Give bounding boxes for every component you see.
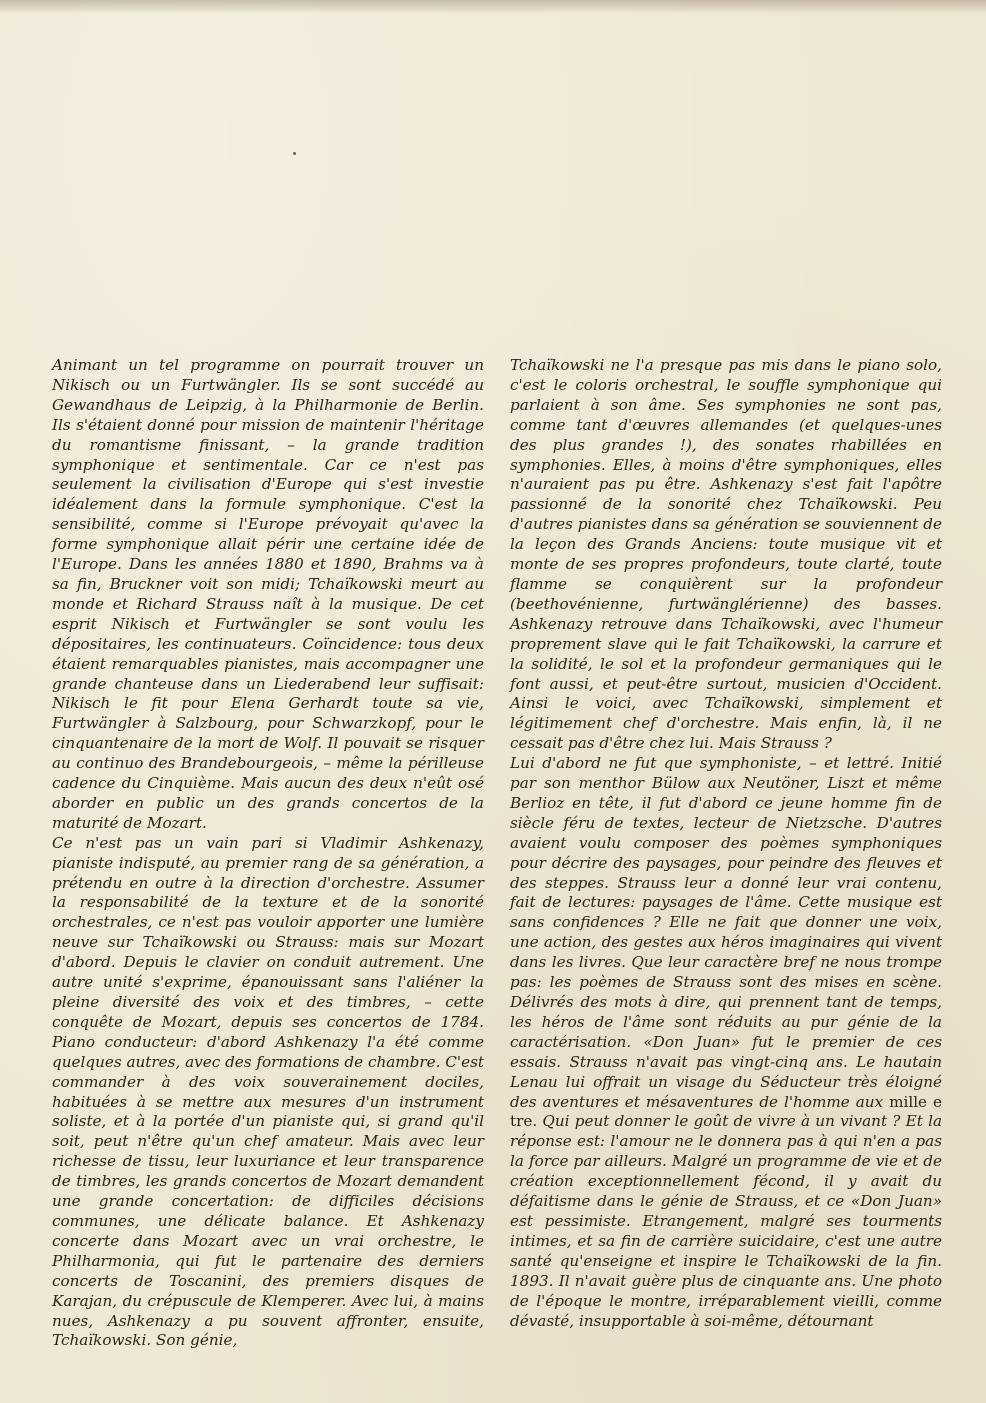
left-text-column	[52, 356, 484, 1351]
right-paragraph-2-end: Qui peut donner le goût de vivre à un vivant ? Et la réponse est: l'amour ne le donnera pas à qui n'en a pas la force par ailleurs. Malgré un programme de vie et de création exceptionnellement fécond, il y avait du défaitisme dans le génie de Strauss, et ce «Don Juan» est pessimiste. Etrangement, malgré ses tourments intimes, et sa fin de carrière suicidaire, c'est une autre santé qu'enseigne et inspire le Tchaïkowski de la fin. 1893. Il n'avait guère plus de cinquante ans. Une photo de l'époque le montre, irréparablement vieilli, comme dévasté, insupportable à soi-même, détournant	[510, 1112, 942, 1330]
right-paragraph-2-start: Lui d'abord ne fut que symphoniste, – et lettré. Initié par son menthor Bülow aux Neutöner, Liszt et même Berlioz en tête, il fut d'abord ce jeune homme fin de siècle féru de textes, lecteur de Nietzsche. D'autres avaient voulu composer des poèmes symphoniques pour décrire des paysages, pour peindre des fleuves et des steppes. Strauss leur a donné leur vrai contenu, fait de lectures: paysages de l'âme. Cette musique est sans confidences ? Elle ne fait que donner une voix, une action, des gestes aux héros imaginaires qui vivent dans les livres. Que leur caractère bref ne nous trompe pas: les poèmes de Strauss sont des mises en scène. Délivrés des mots à dire, qui prennent tant de temps, les héros de l'âme sont réduits au pur génie de la caractérisation. «Don Juan» fut le premier de ces essais. Strauss n'avait pas vingt-cinq ans. Le hautain Lenau lui offrait un visage du Séducteur très éloigné des aventures et mésaventures de l'homme aux	[510, 754, 942, 1111]
page-top-shadow	[0, 0, 986, 14]
left-paragraph-1: Animant un tel programme on pourrait trouver un Nikisch ou un Furtwängler. Ils se sont succédé au Gewandhaus de Leipzig, à la Philharmonie de Berlin. Ils s'étaient donné pour mission de maintenir l'héritage du romantisme finissant, – la grande tradition symphonique et sentimentale. Car ce n'est pas seulement la civilisation d'Europe qui s'est investie idéalement dans la formule symphonique. C'est la sensibilité, comme si l'Europe prévoyait qu'avec la forme symphonique allait périr une certaine idée de l'Europe. Dans les années 1880 et 1890, Brahms va à sa fin, Bruckner voit son midi; Tchaïkowski meurt au monde et Richard Strauss naît à la musique. De cet esprit Nikisch et Furtwängler se sont voulu les dépositaires, les continuateurs. Coïncidence: tous deux étaient remarquables pianistes, mais accompagner une grande chanteuse dans un Liederabend leur suffisait: Nikisch le fit pour Elena Gerhardt toute sa vie, Furtwängler à Salzbourg, pour Schwarzkopf, pour le cinquantenaire de la mort de Wolf. Il pouvait se risquer au continuo des Brandebourgeois, – même la périlleuse cadence du Cinquième. Mais aucun des deux n'eût osé aborder en public un des grands concertos de la maturité de Mozart.	[52, 356, 484, 832]
paper-speck	[293, 152, 296, 155]
right-text-column	[510, 356, 942, 1331]
left-paragraph-2: Ce n'est pas un vain pari si Vladimir Ashkenazy, pianiste indisputé, au premier rang de sa génération, a prétendu en outre à la direction d'orchestre. Assumer la responsabilité de la texture et de la sonorité orchestrales, ce n'est pas vouloir apporter une lumière neuve sur Tchaïkowski ou Strauss: mais sur Mozart d'abord. Depuis le clavier on conduit autrement. Une autre unité s'exprime, épanouissant sans l'aliéner la pleine diversité des voix et des timbres, – cette conquête de Mozart, depuis ses concertos de 1784. Piano conducteur: d'abord Ashkenazy l'a été comme quelques autres, avec des formations de chambre. C'est commander à des voix souverainement dociles, habituées à se mettre aux mesures d'un instrument soliste, et à la portée d'un pianiste qui, si grand qu'il soit, peut n'être qu'un chef amateur. Mais avec leur richesse de tissu, leur luxuriance et leur transparence de timbres, les grands concertos de Mozart demandent une grande concertation: de difficiles décisions communes, une délicate balance. Et Ashkenazy concerte dans Mozart avec un vrai orchestre, le Philharmonia, qui fut le partenaire des derniers concerts de Toscanini, des premiers disques de Karajan, du crépuscule de Klemperer. Avec lui, à mains nues, Ashkenazy a pu souvent affronter, ensuite, Tchaïkowski. Son génie,	[52, 833, 484, 1350]
italian-phrase: mille e tre.	[510, 1092, 942, 1131]
right-paragraph-2	[510, 754, 942, 1331]
right-paragraph-1: Tchaïkowski ne l'a presque pas mis dans le piano solo, c'est le coloris orchestral, le souffle symphonique qui parlaient à son âme. Ses symphonies ne sont pas, comme tant d'œuvres allemandes (et quelques-unes des plus grandes !), des sonates rhabillées en symphonies. Elles, à moins d'être symphoniques, elles n'auraient pas pu être. Ashkenazy s'est fait l'apôtre passionné de la sonorité chez Tchaïkowski. Peu d'autres pianistes dans sa génération se souviennent de la leçon des Grands Anciens: toute musique vit et monte de ses propres profondeurs, toute clarté, toute flamme se conquièrent sur la profondeur (beethovénienne, furtwänglérienne) des basses. Ashkenazy retrouve dans Tchaïkowski, avec l'humeur proprement slave qui le fait Tchaïkowski, la carrure et la solidité, le sol et la profondeur germaniques qui le font aussi, et peut-être surtout, musicien d'Occident. Ainsi le voici, avec Tchaïkowski, simplement et légitimement chef d'orchestre. Mais enfin, là, il ne cessait pas d'être chez lui. Mais Strauss ?	[510, 356, 942, 753]
